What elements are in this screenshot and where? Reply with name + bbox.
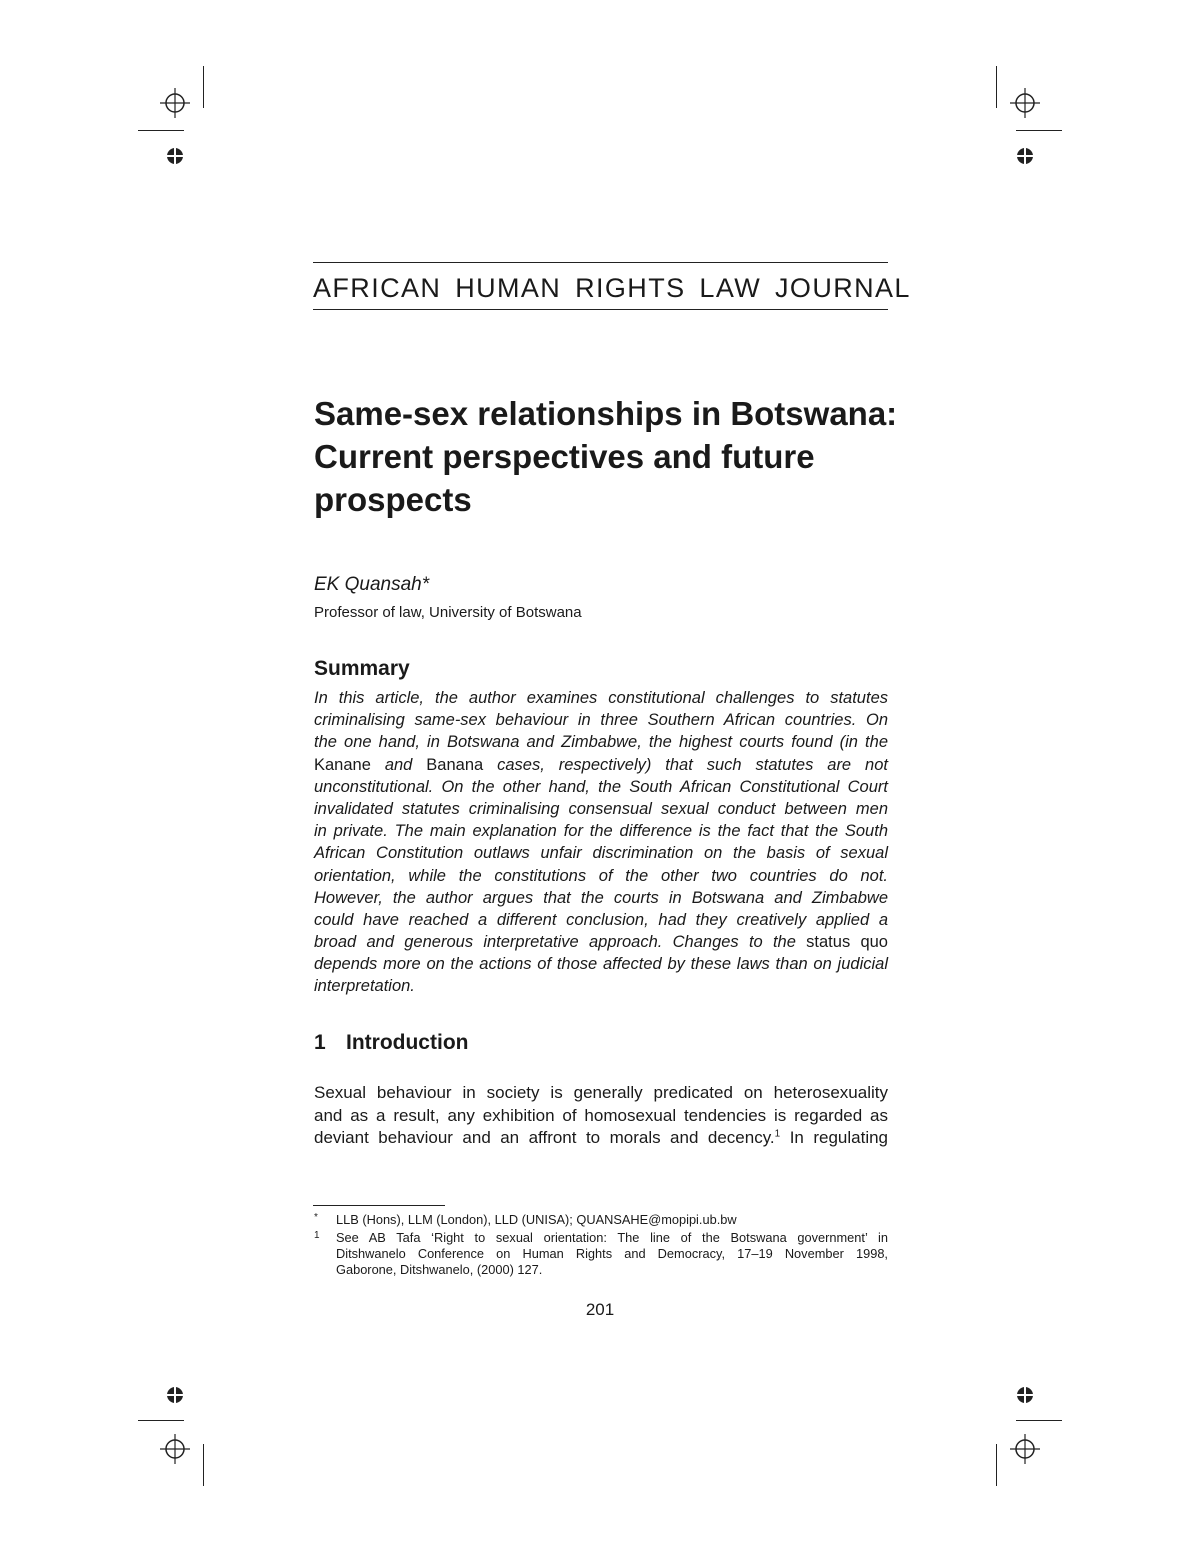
- crop-line: [138, 1420, 184, 1421]
- abstract-line: interpretation.: [314, 977, 415, 996]
- section-number: 1: [314, 1031, 326, 1054]
- crop-line: [1016, 1420, 1062, 1421]
- crop-line: [996, 66, 997, 108]
- color-bar-mark-icon: [165, 146, 185, 166]
- abstract-line: In this article, the author examines constitutional challenges to statutes: [314, 689, 888, 707]
- color-bar-mark-icon: [1015, 146, 1035, 166]
- abstract-line: depends more on the actions of those affected by these laws than on judicial: [314, 955, 888, 974]
- article-title-line: prospects: [314, 481, 472, 518]
- footnote: [314, 1230, 888, 1279]
- color-bar-mark-icon: [165, 1385, 185, 1405]
- journal-name: AFRICAN HUMAN RIGHTS LAW JOURNAL: [313, 262, 888, 310]
- footnote: [314, 1212, 888, 1228]
- crop-line: [203, 1444, 204, 1486]
- case-name: Banana: [426, 755, 484, 774]
- article-title: [314, 392, 898, 521]
- crop-line: [138, 130, 184, 131]
- footnote-line: See AB Tafa ‘Right to sexual orientation: The line of the Botswana government’ in: [336, 1230, 888, 1245]
- abstract-line: broad and generous interpretative approach. Changes to the status quo: [314, 933, 888, 952]
- page-number: 201: [585, 1300, 615, 1319]
- author-name: EK Quansah*: [314, 574, 430, 595]
- registration-mark-icon: [160, 88, 190, 118]
- registration-mark-icon: [1010, 88, 1040, 118]
- article-title-line: Current perspectives and future: [314, 438, 815, 475]
- abstract-line: orientation, while the constitutions of the other two countries do not.: [314, 866, 888, 885]
- author-affiliation: Professor of law, University of Botswana: [314, 604, 582, 621]
- abstract-line: African Constitution outlaws unfair discrimination on the basis of sexual: [314, 844, 888, 863]
- abstract-line: could have reached a different conclusion, had they creatively applied a: [314, 910, 888, 929]
- footnote-marker: 1: [314, 1230, 320, 1241]
- body-paragraph: [314, 1082, 888, 1150]
- abstract-line: in private. The main explanation for the difference is the fact that the South: [314, 822, 888, 841]
- footnote-ref[interactable]: 1: [774, 1128, 781, 1140]
- abstract-line: unconstitutional. On the other hand, the South African Constitutional Court: [314, 777, 888, 796]
- registration-mark-icon: [1010, 1434, 1040, 1464]
- color-bar-mark-icon: [1015, 1385, 1035, 1405]
- footnote-line: LLB (Hons), LLM (London), LLD (UNISA); QUANSAHE@mopipi.ub.bw: [336, 1212, 737, 1227]
- footnote-rule: [313, 1205, 445, 1206]
- article-title-line: Same-sex relationships in Botswana:: [314, 395, 898, 432]
- body-line: deviant behaviour and an affront to morals and decency.$^1$ In regulating: [314, 1128, 888, 1147]
- abstract-line: Kanane and Banana cases, respectively) that such statutes are not: [314, 755, 888, 774]
- case-name: Kanane: [314, 755, 371, 774]
- abstract-line: criminalising same-sex behaviour in three Southern African countries. On: [314, 711, 888, 730]
- footnote-line: Gaborone, Ditshwanelo, (2000) 127.: [336, 1262, 543, 1278]
- footnote-line: Ditshwanelo Conference on Human Rights and Democracy, 17–19 November 1998,: [336, 1246, 888, 1262]
- crop-line: [203, 66, 204, 108]
- crop-line: [996, 1444, 997, 1486]
- abstract-line: invalidated statutes criminalising consensual sexual conduct between men: [314, 799, 888, 818]
- body-line: Sexual behaviour in society is generally predicated on heterosexuality: [314, 1083, 888, 1102]
- registration-mark-icon: [160, 1434, 190, 1464]
- crop-line: [1016, 130, 1062, 131]
- abstract-line: However, the author argues that the courts in Botswana and Zimbabwe: [314, 888, 888, 907]
- section-title: Introduction: [346, 1031, 469, 1054]
- abstract-line: the one hand, in Botswana and Zimbabwe, the highest courts found (in the: [314, 733, 888, 752]
- summary-abstract: [314, 687, 888, 998]
- body-line: and as a result, any exhibition of homosexual tendencies is regarded as: [314, 1105, 888, 1125]
- summary-heading: Summary: [314, 657, 410, 680]
- latin-term: status quo: [806, 933, 888, 952]
- section-heading: [314, 1031, 468, 1055]
- footnote-marker: *: [314, 1212, 318, 1223]
